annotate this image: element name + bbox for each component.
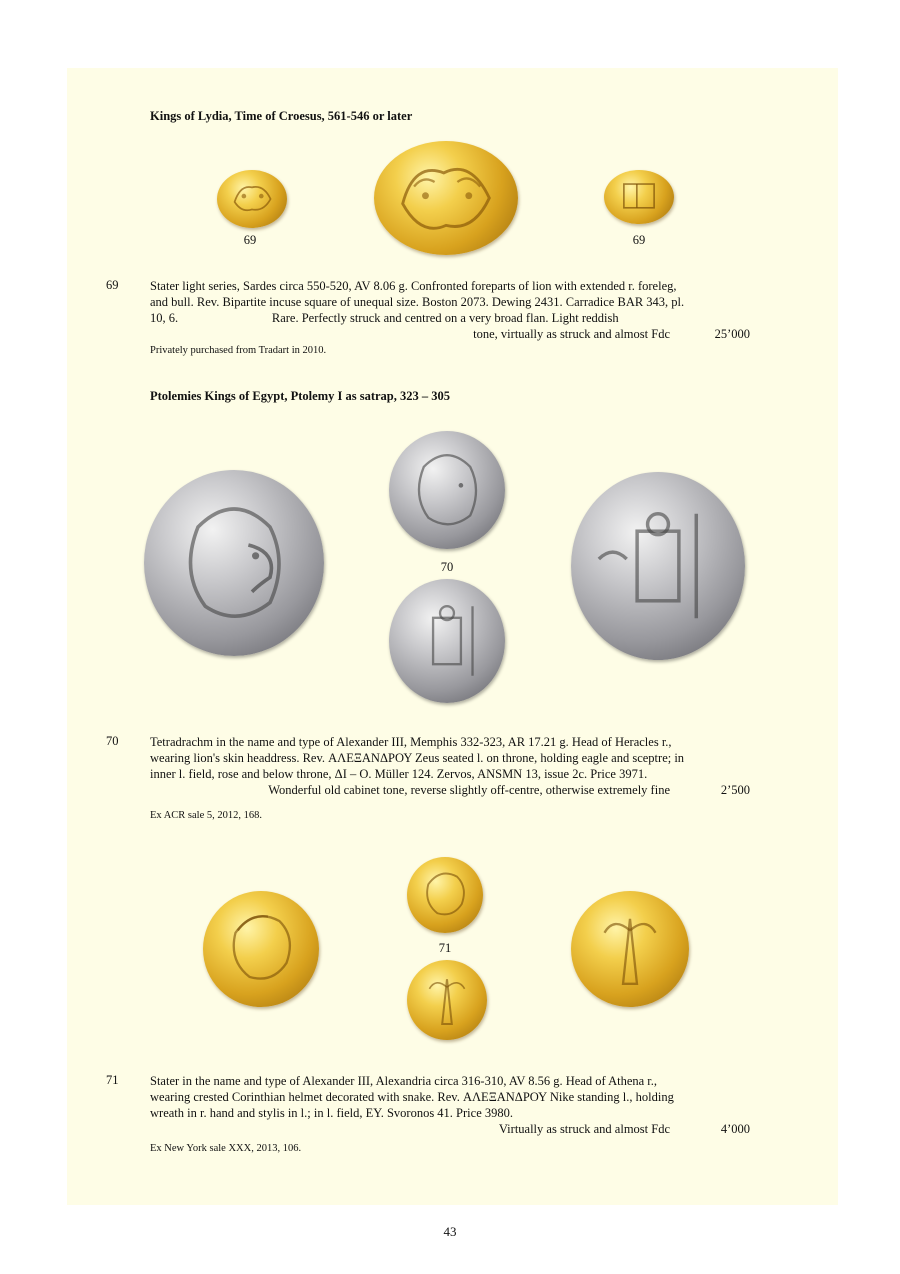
lot-70-estimate: 2’500 <box>720 783 750 797</box>
coin-label-69-left: 69 <box>243 233 257 247</box>
lot-69-grade-line <box>150 326 750 342</box>
coin-70-obverse-small <box>389 431 505 549</box>
lot-71-estimate: 4’000 <box>720 1122 750 1136</box>
coin-70-obverse-large <box>144 470 324 656</box>
coin-70-reverse-large <box>571 472 745 660</box>
section-title-lydia: Kings of Lydia, Time of Croesus, 561-546 or later <box>150 109 413 123</box>
lot-70-provenance: Ex ACR sale 5, 2012, 168. <box>150 810 262 821</box>
lot-69-provenance: Privately purchased from Tradart in 2010. <box>150 345 327 356</box>
lot-71-grade-line <box>150 1121 750 1137</box>
lot-70-grade-line <box>150 782 750 798</box>
lot-70-line-2: wearing lion's skin headdress. Rev. ΑΛΕΞΑΝΔΡΟΥ Zeus seated l. on throne, holding eagle and sceptre; in <box>150 751 685 765</box>
coin-label-71: 71 <box>438 941 452 955</box>
coin-71-obverse-small <box>407 857 483 933</box>
lot-69-line-2: and bull. Rev. Bipartite incuse square of unequal size. Boston 2073. Dewing 2431. Carradice BAR 343, pl. <box>150 295 685 309</box>
lot-70-grade: Wonderful old cabinet tone, reverse slightly off-centre, otherwise extremely fine <box>268 783 670 797</box>
lot-71-line-3: wreath in r. hand and stylis in l.; in l. field, ΕΥ. Svoronos 41. Price 3980. <box>150 1106 513 1120</box>
coin-label-69-right: 69 <box>632 233 646 247</box>
lot-71-grade: Virtually as struck and almost Fdc <box>498 1122 670 1136</box>
coin-69-reverse-small <box>604 170 674 224</box>
coin-71-obverse-large <box>203 891 319 1007</box>
coin-label-70: 70 <box>440 560 454 574</box>
lot-70-line-1: Tetradrachm in the name and type of Alexander III, Memphis 332-323, AR 17.21 g. Head of Heracles r., <box>150 735 672 749</box>
lot-71-line-1: Stater in the name and type of Alexander III, Alexandria circa 316-310, AV 8.56 g. Head of Athena r., <box>150 1074 658 1088</box>
section-title-ptolemies: Ptolemies Kings of Egypt, Ptolemy I as satrap, 323 – 305 <box>150 389 450 403</box>
coin-71-reverse-small <box>407 960 487 1040</box>
lot-69-grade: tone, virtually as struck and almost Fdc <box>473 327 670 341</box>
lot-description-70 <box>150 734 750 798</box>
coin-71-reverse-large <box>571 891 689 1007</box>
lot-71-provenance: Ex New York sale XXX, 2013, 106. <box>150 1143 302 1154</box>
page-number: 43 <box>443 1224 457 1239</box>
lot-number-70: 70 <box>106 734 119 748</box>
coin-69-obverse-large <box>374 141 518 255</box>
lot-70-line-3: inner l. field, rose and below throne, ΔΙ – Ο. Müller 124. Zervos, ANSMN 13, issue 2c. Price 3971. <box>150 767 648 781</box>
coin-70-reverse-small <box>389 579 505 703</box>
lot-69-estimate: 25’000 <box>714 327 750 341</box>
lot-71-line-2: wearing crested Corinthian helmet decorated with snake. Rev. ΑΛΕΞΑΝΔΡΟΥ Nike standing l., holding <box>150 1090 674 1104</box>
lot-number-71: 71 <box>106 1073 119 1087</box>
coin-69-obverse-enlarged-small <box>217 170 287 228</box>
lot-number-69: 69 <box>106 278 119 292</box>
lot-69-line-3: 10, 6. Rare. Perfectly struck and centred on a very broad flan. Light reddish <box>150 311 619 325</box>
lot-description-69 <box>150 278 750 342</box>
lot-description-71 <box>150 1073 750 1137</box>
lot-69-line-1: Stater light series, Sardes circa 550-520, AV 8.06 g. Confronted foreparts of lion with extended r. foreleg, <box>150 279 677 293</box>
